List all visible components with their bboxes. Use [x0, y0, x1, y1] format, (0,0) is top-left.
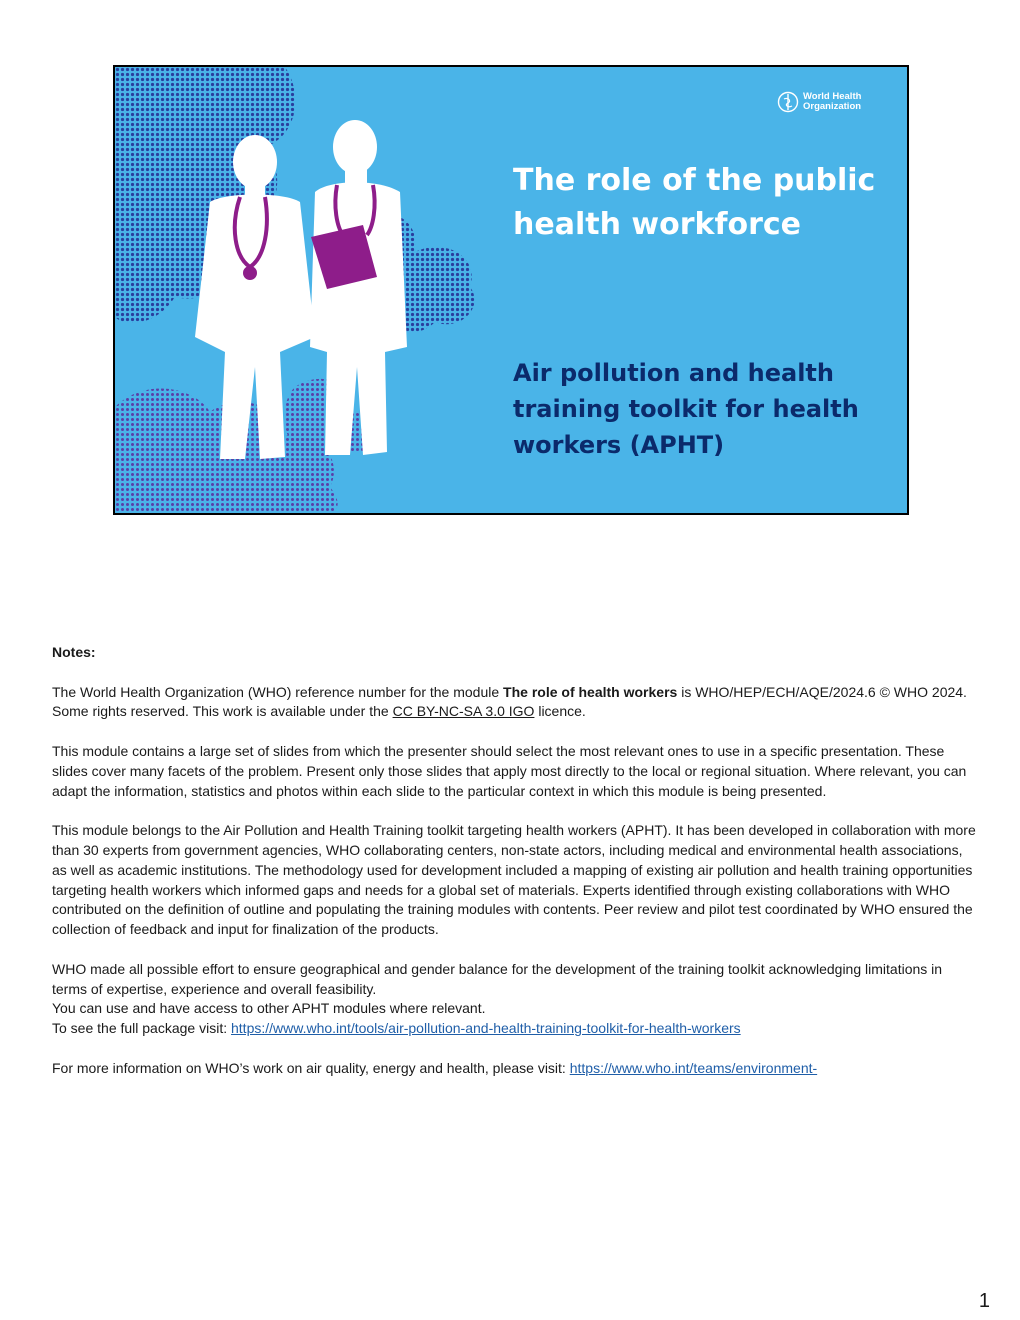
who-logo-text: World Health Organization: [803, 91, 862, 112]
title-slide: [113, 65, 909, 515]
slide-title: The role of the public health workforce: [513, 163, 876, 242]
notes-paragraph-more-info: [52, 1059, 977, 1079]
notes-paragraph-toolkit: This module belongs to the Air Pollution and Health Training toolkit targeting health workers (APHT). It has been developed in collaboration with more than 30 experts from government agencies, WHO collaborating centers, non-state actors, including medical and environmental health associations, as well as academic institutions. The methodology used for development included a mapping of existing air pollution and health training opportunities targeting health workers which informed gaps and needs for a global set of materials. Experts identified through existing collaborations with WHO contributed on the definition of outline and populating the training modules with contents. Peer review and pilot test coordinated by WHO ensured the collection of feedback and input for finalization of the products.: [52, 822, 976, 938]
reference-text-end: licence.: [534, 703, 586, 720]
environment-team-link[interactable]: https://www.who.int/teams/environment-: [569, 1059, 818, 1076]
balance-text: WHO made all possible effort to ensure geographical and gender balance for the development of the training toolkit acknowledging limitations in terms of expertise, experience and overall feasibility.: [52, 960, 943, 997]
notes-heading: Notes:: [52, 644, 96, 660]
slide-subtitle: Air pollution and health training toolkit for health workers (APHT): [513, 359, 859, 459]
reference-text-start: The World Health Organization (WHO) reference number for the module: [52, 683, 504, 700]
who-logo: [777, 91, 865, 113]
notes-paragraph-slides: This module contains a large set of slides from which the presenter should select the most relevant ones to use in a specific presentation. These slides cover many facets of the problem. Present only those slides that apply most directly to the local or regional situation. Where relevant, you can adapt the information, statistics and photos within each slide to the particular context in which this module is being presented.: [52, 742, 967, 799]
more-info-text: For more information on WHO’s work on air quality, energy and health, please visit:: [52, 1059, 570, 1076]
notes-paragraph-reference: [52, 683, 977, 723]
license-link[interactable]: CC BY-NC-SA 3.0 IGO: [392, 703, 535, 720]
who-emblem-icon: [777, 91, 799, 113]
modules-text: You can use and have access to other APHT modules where relevant.: [52, 1000, 486, 1017]
speaker-notes: [52, 643, 977, 1098]
reference-text-middle: is WHO/HEP/ECH/AQE/2024.6 © WHO 2024. Some rights reserved. This work is available under the: [52, 683, 967, 720]
page-number: 1: [978, 1290, 990, 1312]
notes-paragraph-balance: [52, 960, 977, 1039]
module-name: The role of health workers: [503, 683, 678, 700]
package-text: To see the full package visit:: [52, 1020, 231, 1037]
full-package-link[interactable]: https://www.who.int/tools/air-pollution-and-health-training-toolkit-for-health-workers: [231, 1020, 741, 1037]
